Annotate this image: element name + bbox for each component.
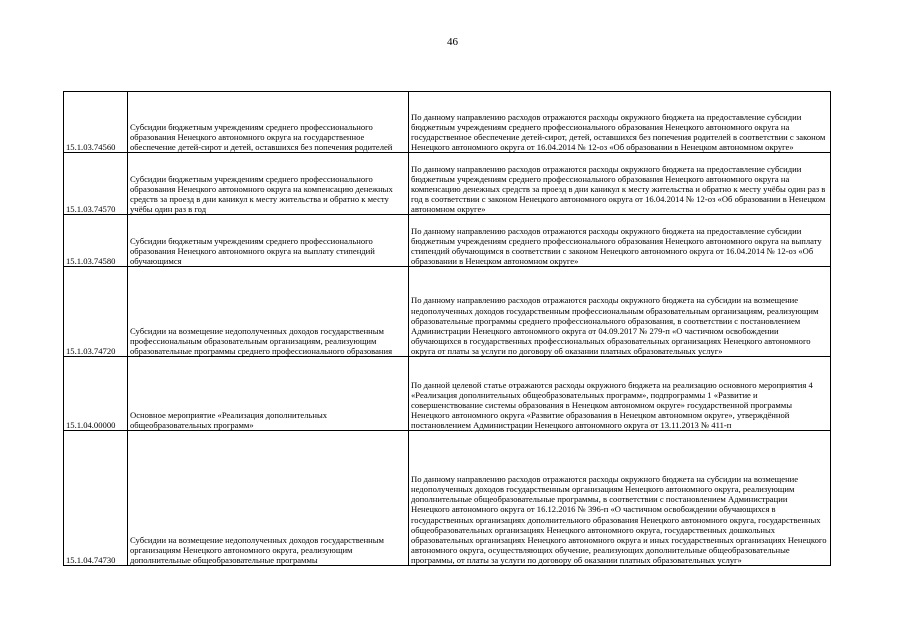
table-row	[64, 215, 831, 267]
table-row	[64, 153, 831, 215]
table-row	[64, 267, 831, 357]
row-name: Субсидии на возмещение недополученных доходов государственным организациям Ненецкого автономного округа, реализующим дополнительные общеобразовательные программы	[128, 431, 409, 566]
table-row	[64, 357, 831, 431]
row-name: Субсидии бюджетным учреждениям среднего профессионального образования Ненецкого автономного округа на государственное обеспечение детей-сирот и детей, оставшихся без попечения родителей	[128, 92, 409, 153]
row-description: По данному направлению расходов отражаются расходы окружного бюджета на предоставление субсидии бюджетным учреждениям среднего профессионального образования Ненецкого автономного округа на выплату стипендий обучающимся в соответствии с законом Ненецкого автономного округа от 16.04.2014 № 12-оз «Об образовании в Ненецком автономном округе»	[409, 215, 831, 267]
row-name: Основное мероприятие «Реализация дополнительных общеобразовательных программ»	[128, 357, 409, 431]
row-code: 15.1.04.00000	[64, 357, 128, 431]
row-code: 15.1.04.74730	[64, 431, 128, 566]
row-description: По данному направлению расходов отражаются расходы окружного бюджета на субсидии на возмещение недополученных доходов государственным организациям Ненецкого автономного округа, реализующим дополнительные общеобразовательные программы, в соответствии с постановлением Администрации Ненецкого автономного округа от 16.12.2016 № 396-п «О частичном освобождении обучающихся в государственных организациях дополнительного образования Ненецкого автономного округа, государственных общеобразовательных организациях Ненецкого автономного округа, государственных дошкольных образовательных организациях Ненецкого автономного округа и иных государственных организациях Ненецкого автономного округа, осуществляющих обучение, реализующих дополнительные общеобразовательные программы, от платы за услуги по договору об оказании платных образовательных услуг»	[409, 431, 831, 566]
row-description: По данному направлению расходов отражаются расходы окружного бюджета на субсидии на возмещение недополученных доходов государственным профессиональным образовательным организациям, реализующим образовательные программы среднего профессионального образования, в соответствии с постановлением Администрации Ненецкого автономного округа от 04.09.2017 № 279-п «О частичном освобождении обучающихся в государственных профессиональных образовательных организациях Ненецкого автономного округа от платы за услуги по договору об оказании платных образовательных услуг»	[409, 267, 831, 357]
row-name: Субсидии бюджетным учреждениям среднего профессионального образования Ненецкого автономного округа на выплату стипендий обучающимся	[128, 215, 409, 267]
row-name: Субсидии бюджетным учреждениям среднего профессионального образования Ненецкого автономного округа на компенсацию денежных средств за проезд в дни каникул к месту жительства и обратно к месту учёбы один раз в год	[128, 153, 409, 215]
page-number: 46	[447, 36, 458, 48]
row-code: 15.1.03.74570	[64, 153, 128, 215]
row-code: 15.1.03.74720	[64, 267, 128, 357]
row-code: 15.1.03.74580	[64, 215, 128, 267]
budget-codes-table	[63, 91, 831, 566]
row-description: По данному направлению расходов отражаются расходы окружного бюджета на предоставление субсидии бюджетным учреждениям среднего профессионального образования Ненецкого автономного округа на компенсацию денежных средств за проезд в дни каникул к месту жительства и обратно к месту учёбы один раз в год в соответствии с законом Ненецкого автономного округа от 16.04.2014 № 12-оз «Об образовании в Ненецком автономном округе»	[409, 153, 831, 215]
row-description: По данному направлению расходов отражаются расходы окружного бюджета на предоставление субсидии бюджетным учреждениям среднего профессионального образования Ненецкого автономного округа на государственное обеспечение детей-сирот, детей, оставшихся без попечения родителей в соответствии с законом Ненецкого автономного округа от 16.04.2014 № 12-оз «Об образовании в Ненецком автономном округе»	[409, 92, 831, 153]
row-description: По данной целевой статье отражаются расходы окружного бюджета на реализацию основного мероприятия 4 «Реализация дополнительных общеобразовательных программ», подпрограммы 1 «Развитие и совершенствование системы образования в Ненецком автономном округе» государственной программы Ненецкого автономного округа «Развитие образования в Ненецком автономном округе», утверждённой постановлением Администрации Ненецкого автономного округа от 13.11.2013 № 411-п	[409, 357, 831, 431]
table-row	[64, 92, 831, 153]
table-row	[64, 431, 831, 566]
row-name: Субсидии на возмещение недополученных доходов государственным профессиональным образовательным организациям, реализующим образовательные программы среднего профессионального образования	[128, 267, 409, 357]
row-code: 15.1.03.74560	[64, 92, 128, 153]
